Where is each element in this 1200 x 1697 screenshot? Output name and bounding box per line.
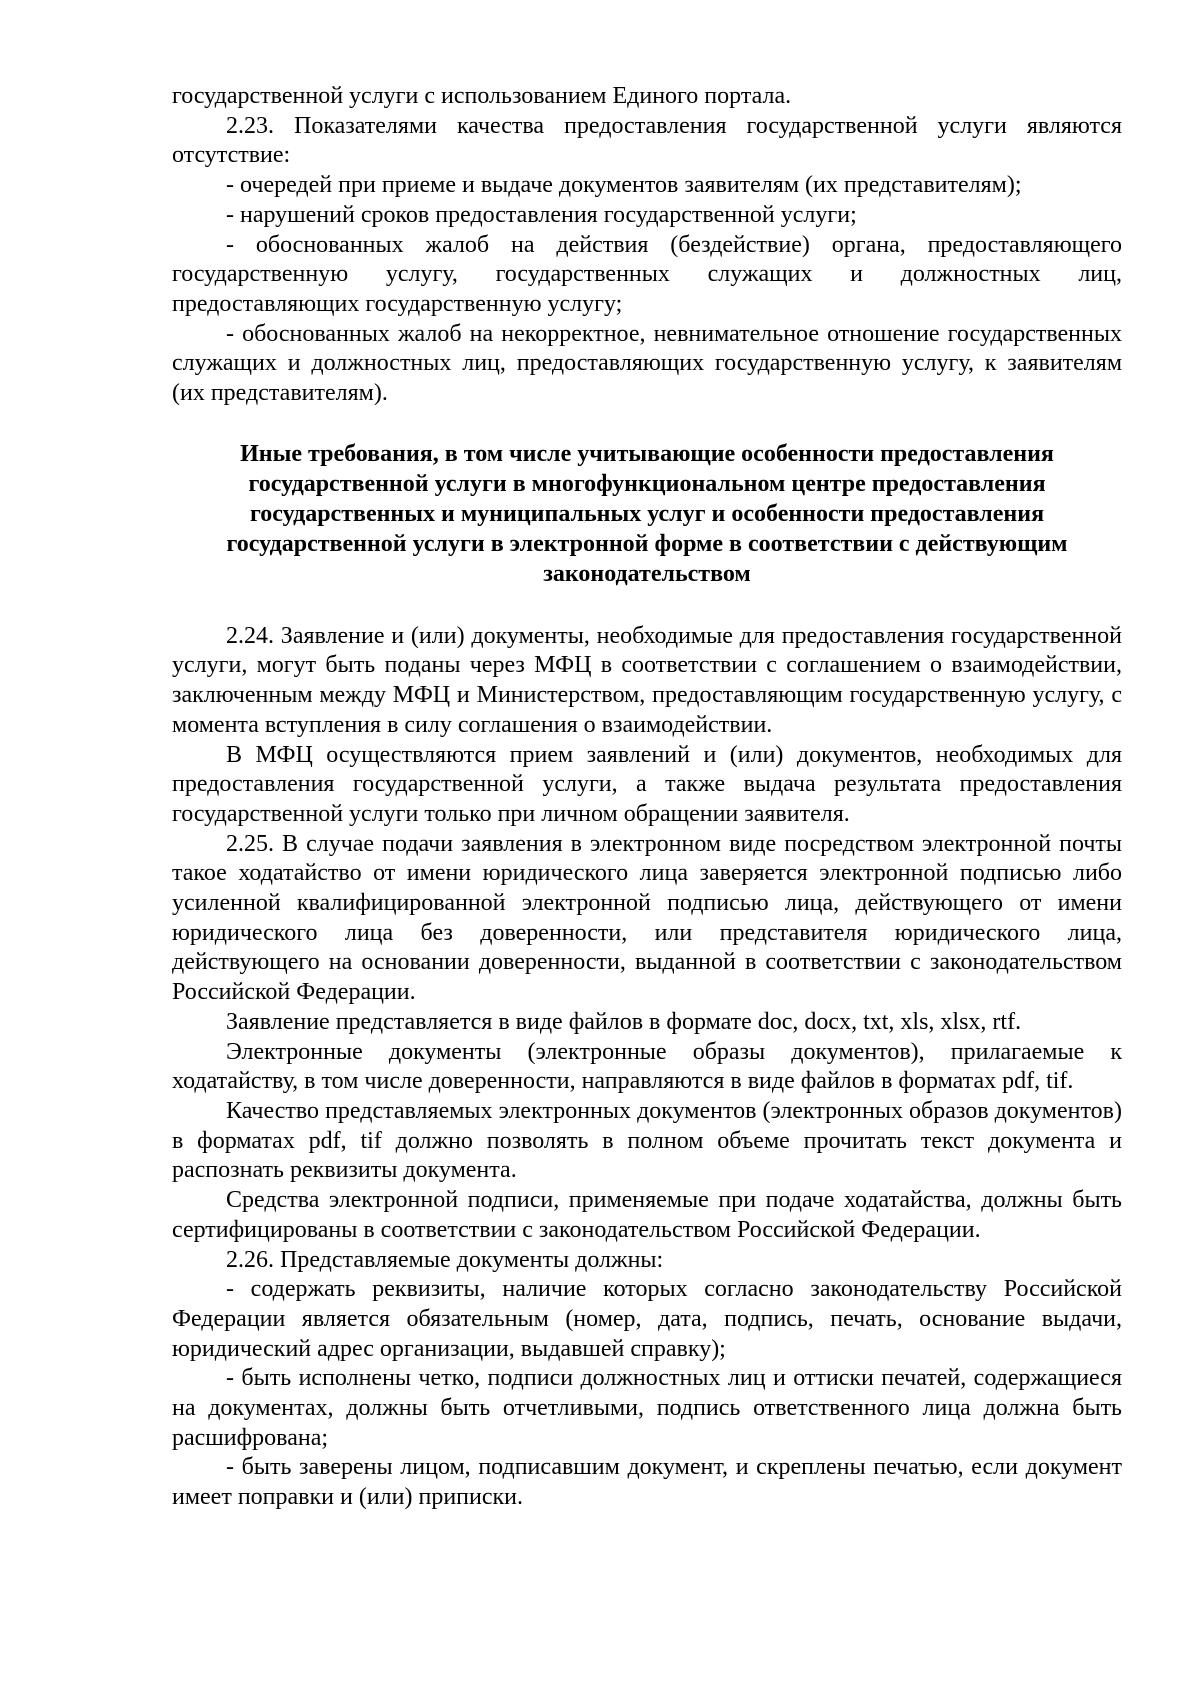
list-item: - обоснованных жалоб на действия (бездействие) органа, предоставляющего государственную услугу, государственных служащих и должностных лиц, предоставляющих государственную услугу; [172, 231, 1122, 317]
paragraph: 2.26. Представляемые документы должны: [226, 1246, 664, 1273]
paragraph: 2.25. В случае подачи заявления в электронном виде посредством электронной почты такое ходатайство от имени юридического лица заверяется электронной подписью либо усиленной квалифицированной электронной подписью лица, действующего от имени юридического лица без доверенности, или представителя юридического лица, действующего на основании доверенности, выданной в соответствии с законодательством Российской Федерации. [172, 830, 1122, 1006]
paragraph: Средства электронной подписи, применяемые при подаче ходатайства, должны быть сертифицированы в соответствии с законодательством Российской Федерации. [172, 1187, 1122, 1243]
list-item: - очередей при приеме и выдаче документов заявителям (их представителям); [226, 172, 1022, 199]
paragraph: 2.23. Показателями качества предоставления государственной услуги являются отсутствие: [172, 112, 1122, 169]
list-item: - быть заверены лицом, подписавшим документ, и скреплены печатью, если документ имеет поправки и (или) приписки. [172, 1454, 1122, 1511]
paragraph: 2.24. Заявление и (или) документы, необходимые для предоставления государственной услуги, могут быть поданы через МФЦ в соответствии с соглашением о взаимодействии, заключенным между МФЦ и Министерством, предоставляющим государственную услугу, с момента вступления в силу соглашения о взаимодействии. [172, 622, 1122, 738]
list-item: - быть исполнены четко, подписи должностных лиц и оттиски печатей, содержащиеся на документах, должны быть отчетливыми, подпись ответственного лица должна быть расшифрована; [172, 1365, 1122, 1451]
document-page [172, 82, 1122, 1513]
paragraph: Заявление представляется в виде файлов в формате doc, docx, txt, xls, xlsx, rtf. [226, 1008, 1022, 1035]
paragraph: В МФЦ осуществляются прием заявлений и (или) документов, необходимых для предоставления государственной услуги, а также выдача результата предоставления государственной услуги только при личном обращении заявителя. [172, 741, 1122, 827]
paragraphs-after [172, 622, 1122, 1513]
paragraph: Электронные документы (электронные образы документов), прилагаемые к ходатайству, в том числе доверенности, направляются в виде файлов в форматах pdf, tif. [172, 1038, 1122, 1095]
paragraph: государственной услуги с использованием Единого портала. [172, 83, 792, 109]
section-heading: Иные требования, в том числе учитывающие особенности предоставления государственной услуги в многофункциональном центре предоставления государственных и муниципальных услуг и особенности предоставления государственной услуги в электронной форме в соответствии с действующим законодательством [226, 440, 1068, 587]
paragraphs-before [172, 82, 1122, 409]
list-item: - нарушений сроков предоставления государственной услуги; [226, 201, 857, 228]
list-item: - содержать реквизиты, наличие которых согласно законодательству Российской Федерации является обязательным (номер, дата, подпись, печать, основание выдачи, юридический адрес организации, выдавшей справку); [172, 1276, 1122, 1362]
list-item: - обоснованных жалоб на некорректное, невнимательное отношение государственных служащих и должностных лиц, предоставляющих государственную услугу, к заявителям (их представителям). [172, 320, 1122, 407]
paragraph: Качество представляемых электронных документов (электронных образов документов) в форматах pdf, tif должно позволять в полном объеме прочитать текст документа и распознать реквизиты документа. [172, 1097, 1122, 1184]
